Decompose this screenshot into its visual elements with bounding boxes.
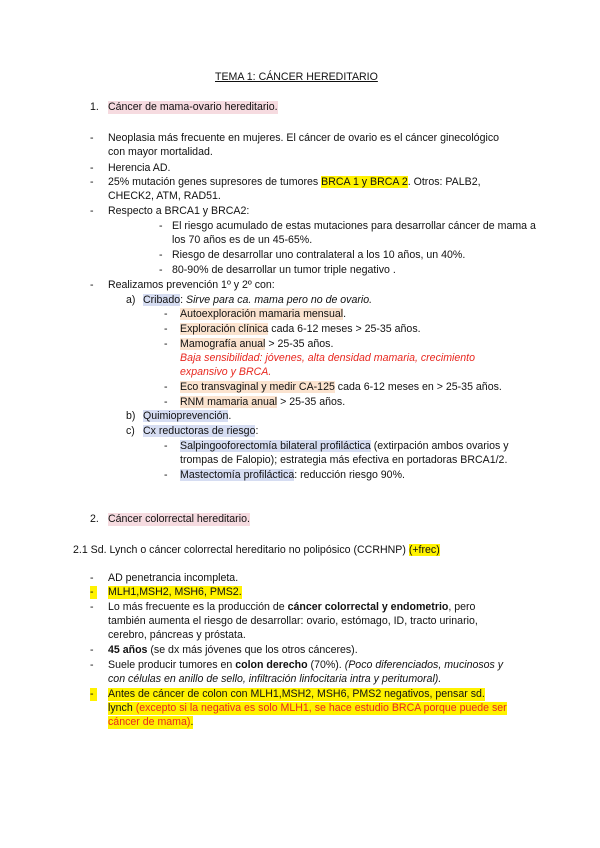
- bullet-dash: -: [159, 249, 163, 261]
- cx-reductoras-line: Cx reductoras de riesgo:: [143, 425, 259, 437]
- bullet-dash: -: [90, 205, 94, 217]
- sub-item: Riesgo de desarrollar uno contralateral a los 10 años, un 40%.: [172, 249, 466, 261]
- bullet-dash: -: [90, 688, 97, 701]
- list-item: Respecto a BRCA1 y BRCA2:: [108, 205, 250, 217]
- bullet-dash: -: [159, 220, 163, 232]
- sensitivity-note: expansivo y BRCA.: [180, 366, 272, 378]
- cribado-line: Cribado: Sirve para ca. mama pero no de ovario.: [143, 294, 373, 306]
- bullet-dash: -: [90, 572, 94, 584]
- list-item: Herencia AD.: [108, 162, 171, 174]
- list-item: también aumenta el riesgo de desarrollar: ovario, estómago, ID, tracto urinario,: [108, 615, 478, 627]
- sub-item: RNM mamaria anual > 25-35 años.: [180, 396, 346, 408]
- bullet-dash: -: [164, 396, 168, 408]
- section-2-number: 2.: [90, 513, 99, 525]
- list-item: Lo más frecuente es la producción de cáncer colorrectal y endometrio, pero: [108, 601, 476, 613]
- sub-item: Mastectomía profiláctica: reducción riesgo 90%.: [180, 469, 405, 481]
- bullet-dash: -: [164, 308, 168, 320]
- list-item: 25% mutación genes supresores de tumores BRCA 1 y BRCA 2. Otros: PALB2,: [108, 176, 481, 188]
- bullet-dash: -: [90, 586, 97, 599]
- section-2-heading: Cáncer colorrectal hereditario.: [108, 513, 250, 525]
- bullet-dash: -: [90, 132, 94, 144]
- sub-item: 80-90% de desarrollar un tumor triple negativo .: [172, 264, 396, 276]
- sensitivity-note: Baja sensibilidad: jóvenes, alta densidad mamaria, crecimiento: [180, 352, 476, 364]
- list-item: lynch (excepto si la negativa es solo MLH1, se hace estudio BRCA porque puede ser: [108, 702, 507, 714]
- list-label-a: a): [126, 294, 136, 306]
- list-label-c: c): [126, 425, 135, 437]
- bullet-dash: -: [159, 264, 163, 276]
- bullet-dash: -: [90, 644, 94, 656]
- brca-highlight: BRCA 1 y BRCA 2: [321, 176, 408, 188]
- sub-item: Mamografía anual > 25-35 años.: [180, 338, 334, 350]
- sub-item: Eco transvaginal y medir CA-125 cada 6-12 meses en > 25-35 años.: [180, 381, 502, 393]
- bullet-dash: -: [90, 279, 94, 291]
- bullet-dash: -: [90, 601, 94, 613]
- list-item: Antes de cáncer de colon con MLH1,MSH2, MSH6, PMS2 negativos, pensar sd.: [108, 688, 485, 700]
- list-item: Suele producir tumores en colon derecho (70%). (Poco diferenciados, mucinosos y: [108, 659, 504, 671]
- bullet-dash: -: [164, 469, 168, 481]
- list-item: 45 años (se dx más jóvenes que los otros cánceres).: [108, 644, 358, 656]
- list-item: AD penetrancia incompleta.: [108, 572, 239, 584]
- section-1-number: 1.: [90, 101, 99, 113]
- list-item: CHECK2, ATM, RAD51.: [108, 190, 221, 202]
- list-label-b: b): [126, 410, 136, 422]
- list-item: Neoplasia más frecuente en mujeres. El cáncer de ovario es el cáncer ginecológico: [108, 132, 500, 144]
- sub-item: Salpingooforectomía bilateral profiláctica (extirpación ambos ovarios y: [180, 440, 509, 452]
- sub-item: trompas de Falopio); estrategia más efectiva en portadoras BRCA1/2.: [180, 454, 508, 466]
- sub-item: Autoexploración mamaria mensual.: [180, 308, 347, 320]
- list-item: con células en anillo de sello, infiltración linfocitaria intra y peritumoral).: [108, 673, 442, 685]
- list-item: con mayor mortalidad.: [108, 146, 213, 158]
- page-title: TEMA 1: CÁNCER HEREDITARIO: [215, 71, 378, 83]
- sub-item: los 70 años es de un 45-65%.: [172, 234, 313, 246]
- sub-item: Exploración clínica cada 6-12 meses > 25-35 años.: [180, 323, 421, 335]
- bullet-dash: -: [90, 659, 94, 671]
- subsection-heading: 2.1 Sd. Lynch o cáncer colorrectal hereditario no polipósico (CCRHNP) (+frec): [73, 544, 440, 556]
- cribado-highlight: Cribado: [143, 294, 181, 306]
- section-1-heading: Cáncer de mama-ovario hereditario.: [108, 101, 278, 113]
- list-item: MLH1,MSH2, MSH6, PMS2.: [108, 586, 242, 598]
- bullet-dash: -: [164, 381, 168, 393]
- bullet-dash: -: [164, 338, 168, 350]
- bullet-dash: -: [90, 176, 94, 188]
- list-item: cerebro, páncreas y próstata.: [108, 629, 246, 641]
- bullet-dash: -: [90, 162, 94, 174]
- bullet-dash: -: [164, 440, 168, 452]
- sub-item: El riesgo acumulado de estas mutaciones para desarrollar cáncer de mama a: [172, 220, 536, 232]
- list-item: cáncer de mama).: [108, 716, 194, 728]
- list-item: Realizamos prevención 1º y 2º con:: [108, 279, 275, 291]
- quimioprevencion-line: Quimioprevención.: [143, 410, 232, 422]
- bullet-dash: -: [164, 323, 168, 335]
